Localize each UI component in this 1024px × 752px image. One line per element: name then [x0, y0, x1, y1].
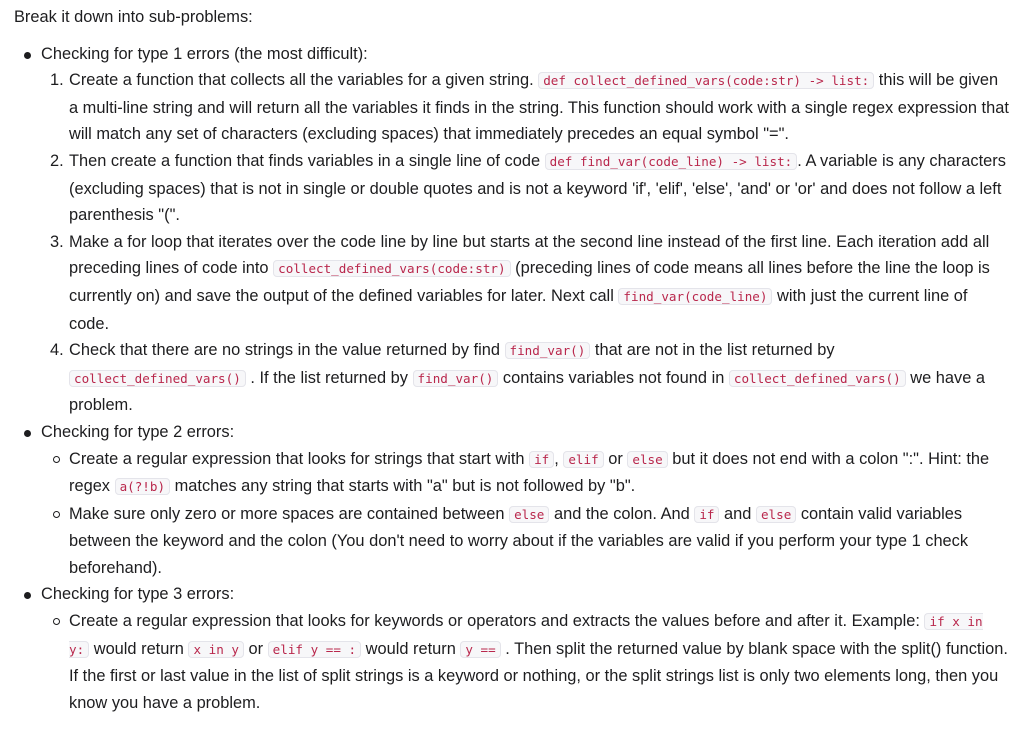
step-marker: 4.	[50, 341, 64, 360]
bullet-label: Checking for type 1 errors (the most difficult):	[41, 44, 368, 63]
step-marker: 2.	[50, 151, 64, 170]
sub-text: Create a regular expression that looks for strings that start with if , elif or else but it does not end with a colon ":". Hint: the regex a(?!b) matches any string that starts with "a" but is not followed by "b".	[69, 449, 990, 496]
bullet-label: Checking for type 2 errors:	[41, 422, 235, 441]
step-text: Create a function that collects all the variables for a given string. def collect_defined_vars(code:str) -> list: this will be given a multi-line string and will return all the variables it finds in the string. This function should work with a single regex expression that will match any set of characters (excluding spaces) that immediately precedes an equal symbol "=".	[69, 71, 1009, 144]
step-item	[50, 148, 1010, 229]
inline-code: def collect_defined_vars(code:str) -> list:	[538, 72, 874, 89]
inline-code: else	[756, 506, 796, 523]
inline-code: if	[529, 451, 554, 468]
step-marker: 1.	[50, 71, 64, 90]
bullet-disc-icon	[24, 592, 31, 599]
step-item	[50, 67, 1010, 148]
sub-text: Create a regular expression that looks for keywords or operators and extracts the values before and after it. Example: if x in y: would return x in y or elif y == : would return y == . Then split the returned value by blank space with the split() function. If the first or last value in the list of split strings is a keyword or nothing, or the split strings list is only two elements long, then you know you have a problem.	[69, 612, 1008, 712]
inline-code: elif	[563, 451, 603, 468]
inline-code: y ==	[460, 641, 500, 658]
step-item	[50, 337, 1010, 419]
bullet-type3	[41, 581, 1010, 716]
inline-code: collect_defined_vars(code:str)	[273, 260, 510, 277]
bullet-list	[14, 41, 1010, 717]
inline-code: collect_defined_vars()	[69, 370, 246, 387]
step-text: Check that there are no strings in the value returned by find find_var() that are not in the list returned by collect_defined_vars() . If the list returned by find_var() contains variables not found in collect_defined_vars() we have a problem.	[69, 341, 985, 415]
inline-code: collect_defined_vars()	[729, 370, 906, 387]
inline-code: find_var()	[505, 342, 591, 359]
sub-list	[41, 608, 1010, 716]
bullet-disc-icon	[24, 430, 31, 437]
inline-code: if x in y:	[69, 614, 983, 657]
step-item	[50, 229, 1010, 337]
inline-code: elif y == :	[268, 641, 361, 658]
inline-code: else	[627, 451, 667, 468]
bullet-type1	[41, 41, 1010, 419]
numbered-steps	[41, 67, 1010, 419]
sub-item	[69, 608, 1010, 716]
step-text: Then create a function that finds variables in a single line of code def find_var(code_line) -> list: . A variable is any characters (excluding spaces) that is not in single or double quotes and is not a keyword 'if', 'elif', 'else', 'and' or 'or' and does not follow a left parenthesis "(".	[69, 151, 1006, 225]
bullet-disc-icon	[24, 52, 31, 59]
inline-code: find_var()	[413, 370, 499, 387]
page-heading: Break it down into sub-problems:	[14, 8, 253, 26]
inline-code: def find_var(code_line) -> list:	[545, 153, 798, 170]
inline-code: a(?!b)	[115, 478, 171, 495]
inline-code: if	[694, 506, 719, 523]
inline-code: find_var(code_line)	[618, 288, 772, 305]
sub-item	[69, 501, 1010, 582]
inline-code: else	[509, 506, 549, 523]
bullet-label: Checking for type 3 errors:	[41, 585, 235, 604]
step-marker: 3.	[50, 232, 64, 251]
step-text: Make a for loop that iterates over the code line by line but starts at the second line instead of the first line. Each iteration add all preceding lines of code into collect_defined_vars(code:str) (preceding lines of code means all lines before the line the loop is currently on) and save the output of the defined variables for later. Next call find_var(code_line) with just the current line of code.	[69, 232, 990, 333]
circle-bullet-icon	[53, 618, 60, 625]
sub-text: Make sure only zero or more spaces are contained between else and the colon. And if and else contain valid variables between the keyword and the colon (You don't need to worry about if the variables are valid if you perform your type 1 check beforehand).	[69, 504, 969, 577]
bullet-type2	[41, 419, 1010, 582]
circle-bullet-icon	[53, 456, 60, 463]
inline-code: x in y	[188, 641, 244, 658]
sub-list	[41, 446, 1010, 582]
sub-item	[69, 446, 1010, 501]
circle-bullet-icon	[53, 511, 60, 518]
